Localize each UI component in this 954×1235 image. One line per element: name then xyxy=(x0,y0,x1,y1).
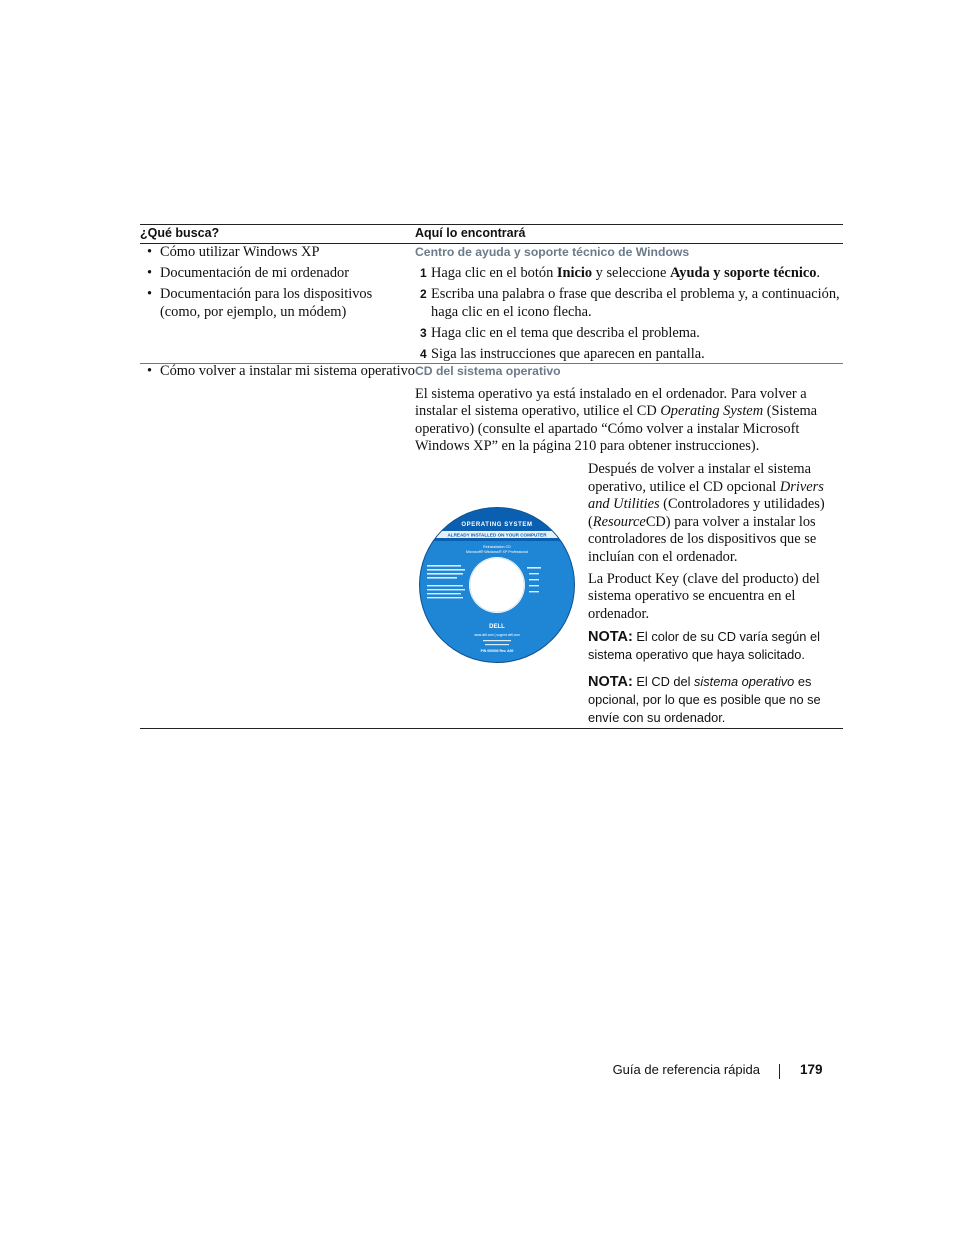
note-cd-color: NOTA: El color de su CD varía según el sistema operativo que haya solicitado. xyxy=(588,628,820,662)
header-que-busca: ¿Qué busca? xyxy=(140,226,220,240)
footer-title: Guía de referencia rápida xyxy=(612,1062,760,1077)
note-cd-optional: NOTA: El CD del sistema operativo es opcional, por lo que es posible que no se envíe con su ordenador. xyxy=(588,673,821,725)
row1-right-column xyxy=(415,244,843,363)
step-item: 2 Escriba una palabra o frase que describa el problema y, a continuación, haga clic en el icono flecha. xyxy=(420,286,840,320)
section-title-cd: CD del sistema operativo xyxy=(415,364,561,378)
page-number: 179 xyxy=(800,1062,823,1077)
step-item: 1 Haga clic en el botón Inicio y seleccione Ayuda y soporte técnico. xyxy=(420,265,821,281)
table-bottom-rule xyxy=(140,728,843,729)
cd-band-title: OPERATING SYSTEM xyxy=(461,522,533,528)
cd-url: www.dell.com | support.dell.com xyxy=(474,633,520,637)
step-item: 3 Haga clic en el tema que describa el problema. xyxy=(420,324,700,341)
operating-system-cd-image xyxy=(417,505,577,665)
paragraph-product-key: La Product Key (clave del producto) del sistema operativo se encuentra en el ordenador. xyxy=(588,570,820,622)
cd-description-column xyxy=(588,461,833,726)
step-item: 4 Siga las instrucciones que aparecen en pantalla. xyxy=(420,345,705,362)
cd-band-subtitle: ALREADY INSTALLED ON YOUR COMPUTER xyxy=(447,532,547,538)
bullet-item: • Cómo volver a instalar mi sistema operativo xyxy=(147,363,415,379)
bullet-item: • Documentación de mi ordenador xyxy=(147,265,350,281)
cd-brand-logo: DELL xyxy=(489,624,505,630)
row2-right-column xyxy=(415,363,843,456)
bullet-item: • Cómo utilizar Windows XP xyxy=(147,244,320,260)
page-footer xyxy=(0,1062,954,1082)
footer-separator xyxy=(779,1064,780,1079)
paragraph-reinstall: El sistema operativo ya está instalado en el ordenador. Para volver a instalar el sistema operativo, utilice el CD Operating System (Sistema operativo) (consulte el apartado “Cómo volver a instalar Microsoft Windows XP” en la página 210 para obtener instrucciones). xyxy=(415,385,818,454)
table-top-rule xyxy=(140,224,843,225)
row1-left-column xyxy=(140,244,410,321)
section-title-ayuda: Centro de ayuda y soporte técnico de Windows xyxy=(415,245,690,259)
paragraph-drivers: Después de volver a instalar el sistema operativo, utilice el CD opcional Drivers and Utilities (Controladores y utilidades) (ResourceCD) para volver a instalar los controladores de los dispositivos que se incluían con el ordenador. xyxy=(588,461,825,565)
cd-subtitle-2: Microsoft® Windows® XP Professional xyxy=(466,550,528,554)
cd-center-area xyxy=(469,557,525,613)
cd-part-number: P/N 000000 Rev. A00 xyxy=(480,649,514,653)
row2-left-column xyxy=(140,363,415,381)
cd-subtitle-1: Reinstallation CD xyxy=(483,545,511,549)
bullet-item: • Documentación para los dispositivos (como, por ejemplo, un módem) xyxy=(147,286,373,320)
header-aqui-lo-encontrara: Aquí lo encontrará xyxy=(415,226,526,240)
